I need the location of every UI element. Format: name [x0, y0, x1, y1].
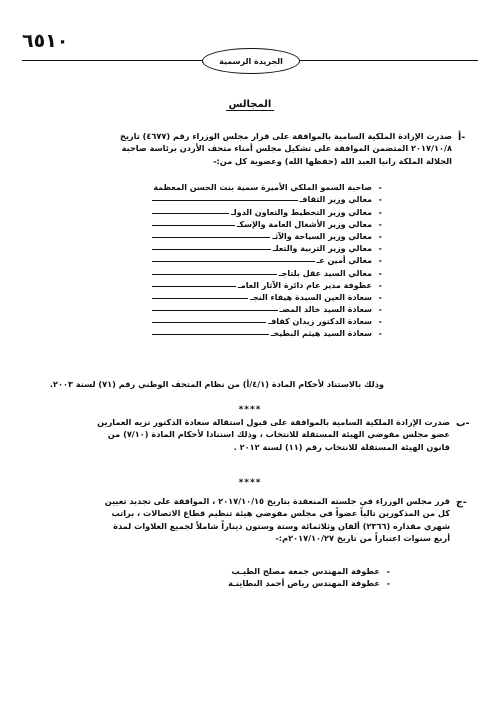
list-dash: - [378, 195, 382, 205]
member-item [152, 204, 382, 216]
item-a-marker: أ- [458, 132, 466, 143]
member-name: معالي السيد عقل بلتاجـ [278, 268, 372, 278]
member-item [152, 180, 382, 192]
item-c-line: كل من المذكورين تالياً عضواً في مجلس مفوضي هيئة تنظيم قطاع الاتصالات ، براتب [111, 508, 450, 519]
member-item [152, 229, 382, 241]
item-c-line: قرر مجلس الوزراء في جلسته المنعقدة بتاريخ ٢٠١٧/١٠/١٥ ، الموافقة على تجديد تعيين [104, 496, 450, 506]
member-name: معالي وزير التخطيط والتعاون الدولـ [230, 207, 372, 217]
separator-stars: **** [238, 405, 262, 415]
page-number: ٦٥١٠ [22, 30, 69, 52]
name-fill-line [152, 298, 248, 299]
header-rule-left [22, 60, 203, 61]
gazette-masthead [202, 48, 300, 74]
list-dash: - [378, 329, 382, 339]
item-c-line: شهري مقداره (٢٣٦٦) ألفان وثلاثمائة وستة وستون ديناراً شاملاً لجميع العلاوات لمدة [113, 520, 450, 531]
list-dash: - [378, 268, 382, 278]
member-item [152, 192, 382, 204]
name-fill-line [152, 286, 236, 287]
separator-stars: **** [238, 478, 262, 488]
list-dash: - [378, 231, 382, 241]
section-title [0, 99, 500, 110]
list-dash: - [378, 280, 382, 290]
member-item [152, 302, 382, 314]
member-name: سعادة السيد هيثم البطيخـ [270, 329, 372, 339]
appointee-item: -عطوفة المهندس رياض أحمد البطاينـة [228, 578, 390, 588]
member-item [152, 314, 382, 326]
list-dash: - [378, 305, 382, 315]
member-name: صاحبة السمو الملكي الأميرة سمية بنت الحسن المعظمة [153, 183, 372, 193]
item-c-marker: ج- [456, 497, 467, 508]
appointee-name: عطوفة المهندس جمعة مصلح الطيـب [231, 566, 380, 576]
member-name: عطوفة مدير عام دائرة الآثار العامـ [238, 280, 372, 290]
appointee-item: -عطوفة المهندس جمعة مصلح الطيـب [231, 566, 390, 576]
name-fill-line [152, 310, 278, 311]
name-fill-line [152, 237, 270, 238]
section-title-text: المجالس [226, 99, 275, 111]
masthead-label: الجريدة الرسمية [219, 56, 283, 66]
member-list [152, 180, 382, 338]
member-item [152, 253, 382, 265]
member-name: سعادة الدكتور زيدان كفافـ [268, 317, 372, 327]
member-name: معالي وزير السياحة والآثـ [272, 231, 372, 241]
appointee-list [228, 566, 390, 590]
member-item [152, 217, 382, 229]
item-a-line: الجلالة الملكة رانيا العبد الله (حفظها الله) وعضوية كل من:- [213, 155, 452, 166]
list-dash: - [378, 244, 382, 254]
item-b-line: قانون الهيئة المستقلة للانتخاب رقم (١١) لسنة ٢٠١٢ . [233, 441, 450, 452]
list-dash: - [378, 219, 382, 229]
list-dash: - [378, 292, 382, 302]
name-fill-line [152, 334, 269, 335]
member-item [152, 241, 382, 253]
name-fill-line [152, 213, 229, 214]
item-c-line: أربع سنوات اعتباراً من تاريخ ٢٠١٧/١٠/٢٧م:- [275, 533, 450, 544]
name-fill-line [152, 274, 277, 275]
item-a-closing: وذلك بالاستناد لأحكام المادة (٤/١/أ) من نظام المتحف الوطني رقم (٧١) لسنة ٢٠٠٣. [49, 379, 384, 389]
name-fill-line [152, 249, 271, 250]
item-a-paragraph [42, 130, 452, 167]
header-rule-right [298, 60, 478, 61]
member-item [152, 278, 382, 290]
list-dash: - [378, 183, 382, 193]
name-fill-line [152, 200, 298, 201]
item-b-paragraph [42, 416, 450, 453]
member-name: معالي وزير الثقافـ [299, 195, 372, 205]
member-name: معالي وزير الأشغال العامة والإسكـ [236, 219, 372, 229]
name-fill-line [152, 261, 315, 262]
item-b-line: صدرت الإرادة الملكية السامية بالموافقة على قبول استقالة سعادة الدكتور نزيه العمارين [97, 417, 450, 427]
member-item [152, 326, 382, 338]
member-name: معالي وزير التربية والتعلـ [272, 244, 372, 254]
item-b-line: عضو مجلس مفوضي الهيئة المستقلة للانتخاب ، وذلك استنادا لأحكام المادة (٧/١٠) من [107, 429, 450, 440]
item-a-line: صدرت الإرادة الملكية السامية بالموافقة على قرار مجلس الوزراء رقم (٤٦٧٧) تاريخ [119, 131, 452, 141]
item-b-marker: ب- [456, 418, 470, 429]
member-name: سعادة السيد خالد المصـ [279, 305, 372, 315]
member-item [152, 290, 382, 302]
list-dash: - [378, 317, 382, 327]
member-item [152, 265, 382, 277]
appointee-name: عطوفة المهندس رياض أحمد البطاينـة [228, 578, 380, 588]
list-dash: - [378, 207, 382, 217]
member-name: سعادة العين السيدة هيفاء النجـ [250, 292, 372, 302]
name-fill-line [152, 225, 235, 226]
item-c-paragraph [42, 495, 450, 545]
member-name: معالي أمين عـ [316, 256, 372, 266]
list-dash: - [378, 256, 382, 266]
name-fill-line [152, 322, 266, 323]
item-a-line: ٢٠١٧/١٠/٨ المتضمن الموافقة على تشكيل مجلس أمناء متحف الأردن برئاسة صاحبة [121, 143, 452, 154]
